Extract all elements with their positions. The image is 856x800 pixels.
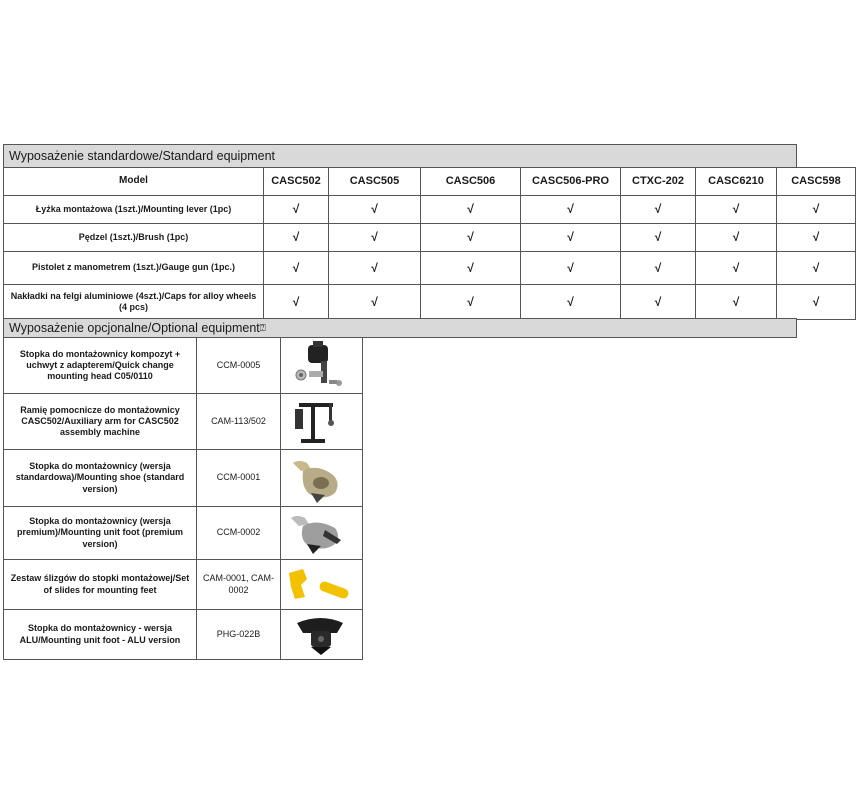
check-mark: √ — [696, 196, 777, 224]
model-header: CTXC-202 — [621, 168, 696, 196]
check-mark: √ — [621, 196, 696, 224]
standard-equipment-header — [3, 144, 797, 168]
item-name: Zestaw ślizgów do stopki montażowej/Set of slides for mounting feet — [4, 560, 197, 610]
check-mark: √ — [521, 285, 621, 320]
check-mark: √ — [264, 196, 329, 224]
check-mark: √ — [777, 252, 856, 285]
check-mark: √ — [421, 224, 521, 252]
check-mark: √ — [777, 196, 856, 224]
check-mark: √ — [421, 196, 521, 224]
table-row — [4, 507, 363, 560]
check-mark: √ — [264, 252, 329, 285]
model-column-header: Model — [4, 168, 264, 196]
check-mark: √ — [329, 252, 421, 285]
check-mark: √ — [264, 224, 329, 252]
item-name: Pistolet z manometrem (1szt.)/Gauge gun (1pc.) — [4, 252, 264, 285]
check-mark: √ — [777, 285, 856, 320]
model-header-row — [4, 168, 856, 196]
model-header: CASC6210 — [696, 168, 777, 196]
table-row — [4, 224, 856, 252]
model-header: CASC506 — [421, 168, 521, 196]
item-code: CAM-0001, CAM-0002 — [197, 560, 281, 610]
check-mark: √ — [329, 285, 421, 320]
item-code: PHG-022B — [197, 610, 281, 660]
unknown-glyph-icon: ⍰ — [259, 322, 266, 334]
item-name: Stopka do montażownicy (wersja standardowa)/Mounting shoe (standard version) — [4, 450, 197, 507]
table-row — [4, 196, 856, 224]
check-mark: √ — [264, 285, 329, 320]
check-mark: √ — [421, 285, 521, 320]
check-mark: √ — [696, 224, 777, 252]
model-header: CASC598 — [777, 168, 856, 196]
item-name: Stopka do montażownicy - wersja ALU/Mounting unit foot - ALU version — [4, 610, 197, 660]
check-mark: √ — [777, 224, 856, 252]
check-mark: √ — [421, 252, 521, 285]
model-header: CASC502 — [264, 168, 329, 196]
premium-foot-photo — [281, 507, 363, 560]
standard-equipment-title: Wyposażenie standardowe/Standard equipment — [9, 149, 276, 163]
optional-equipment-table — [3, 337, 363, 660]
check-mark: √ — [329, 224, 421, 252]
item-code: CCM-0002 — [197, 507, 281, 560]
check-mark: √ — [621, 224, 696, 252]
item-name: Stopka do montażownicy (wersja premium)/Mounting unit foot (premium version) — [4, 507, 197, 560]
item-code: CAM-113/502 — [197, 394, 281, 450]
standard-equipment-table — [3, 167, 856, 320]
table-row — [4, 560, 363, 610]
table-row — [4, 394, 363, 450]
optional-equipment-header — [3, 318, 797, 338]
model-header: CASC505 — [329, 168, 421, 196]
table-row — [4, 610, 363, 660]
check-mark: √ — [521, 252, 621, 285]
check-mark: √ — [696, 252, 777, 285]
item-code: CCM-0005 — [197, 338, 281, 394]
check-mark: √ — [329, 196, 421, 224]
item-name: Stopka do montażownicy kompozyt + uchwyt z adapterem/Quick change mounting head C05/0110 — [4, 338, 197, 394]
item-code: CCM-0001 — [197, 450, 281, 507]
check-mark: √ — [521, 196, 621, 224]
auxiliary-arm-photo — [281, 394, 363, 450]
table-row — [4, 285, 856, 320]
model-header: CASC506-PRO — [521, 168, 621, 196]
item-name: Ramię pomocnicze do montażownicy CASC502/Auxiliary arm for CASC502 assembly machine — [4, 394, 197, 450]
slides-set-photo — [281, 560, 363, 610]
item-name: Nakładki na felgi aluminiowe (4szt.)/Caps for alloy wheels (4 pcs) — [4, 285, 264, 320]
table-row — [4, 450, 363, 507]
item-name: Pędzel (1szt.)/Brush (1pc) — [4, 224, 264, 252]
optional-equipment-title: Wyposażenie opcjonalne/Optional equipment — [9, 321, 260, 335]
table-row — [4, 338, 363, 394]
check-mark: √ — [621, 252, 696, 285]
check-mark: √ — [621, 285, 696, 320]
check-mark: √ — [696, 285, 777, 320]
quick-change-head-photo — [281, 338, 363, 394]
item-name: Łyżka montażowa (1szt.)/Mounting lever (1pc) — [4, 196, 264, 224]
mounting-shoe-photo — [281, 450, 363, 507]
alu-foot-photo — [281, 610, 363, 660]
check-mark: √ — [521, 224, 621, 252]
table-row — [4, 252, 856, 285]
